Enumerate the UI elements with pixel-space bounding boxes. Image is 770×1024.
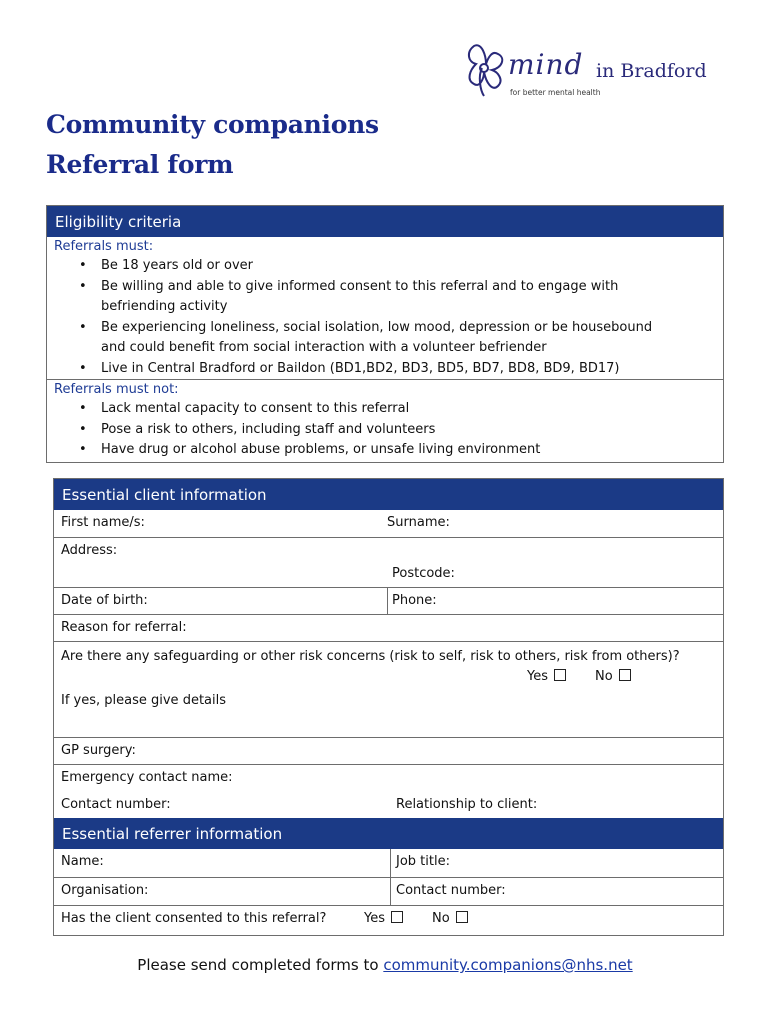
risk-no-label: No	[595, 669, 613, 684]
referrer-name-field[interactable]: Name:	[61, 854, 104, 869]
referrer-info-header: Essential referrer information	[54, 818, 723, 849]
postcode-field[interactable]: Postcode:	[392, 566, 455, 581]
name-row	[54, 510, 723, 537]
consent-no-checkbox[interactable]	[456, 911, 468, 923]
list-item: • Have drug or alcohol abuse problems, or unsafe living environment	[101, 440, 723, 461]
referrals-must-not-list	[47, 399, 723, 461]
dob-phone-row	[54, 587, 723, 614]
risk-yes-checkbox[interactable]	[554, 669, 566, 681]
email-link[interactable]: community.companions@nhs.net	[383, 956, 633, 974]
consent-yes-label: Yes	[364, 911, 385, 926]
consent-no-option[interactable]	[432, 911, 468, 926]
divider	[390, 849, 391, 877]
list-item: • Live in Central Bradford or Baildon (BD1,BD2, BD3, BD5, BD7, BD8, BD9, BD17)	[101, 359, 723, 380]
referrals-must-label: Referrals must:	[54, 239, 154, 254]
reason-row	[54, 614, 723, 641]
organisation-row	[54, 877, 723, 905]
consent-question: Has the client consented to this referral?	[61, 911, 327, 926]
logo-place-text: in Bradford	[596, 60, 707, 82]
list-item: • Be experiencing loneliness, social isolation, low mood, depression or be housebound and could benefit from social interaction with a volunteer befriender	[101, 318, 723, 359]
risk-yes-option[interactable]	[527, 667, 566, 687]
emergency-contact-row	[54, 764, 723, 818]
consent-yes-option[interactable]	[364, 911, 403, 926]
surname-field[interactable]: Surname:	[387, 515, 450, 530]
list-item: • Lack mental capacity to consent to this referral	[101, 399, 723, 420]
gp-row	[54, 737, 723, 764]
referrals-must-list	[47, 256, 723, 379]
list-item: • Be willing and able to give informed consent to this referral and to engage with befriending activity	[101, 277, 723, 318]
risk-row	[54, 641, 723, 737]
consent-no-label: No	[432, 911, 450, 926]
footer-text: Please send completed forms to	[137, 956, 384, 974]
address-field[interactable]: Address:	[61, 543, 118, 558]
referrer-contact-number-field[interactable]: Contact number:	[396, 883, 506, 898]
consent-yes-checkbox[interactable]	[391, 911, 403, 923]
footer-instructions	[0, 956, 770, 974]
logo-mind-text: mind	[508, 48, 584, 81]
address-row	[54, 537, 723, 587]
page-subtitle: Referral form	[46, 150, 234, 179]
referrer-name-row	[54, 849, 723, 877]
risk-no-option[interactable]	[595, 667, 631, 687]
list-item: • Be 18 years old or over	[101, 256, 723, 277]
risk-yes-label: Yes	[527, 669, 548, 684]
risk-no-checkbox[interactable]	[619, 669, 631, 681]
referrals-must-not-label: Referrals must not:	[54, 382, 179, 397]
eligibility-section	[46, 205, 724, 463]
list-item: • Pose a risk to others, including staff and volunteers	[101, 420, 723, 441]
client-info-header: Essential client information	[54, 479, 723, 510]
logo-tagline: for better mental health	[510, 88, 601, 97]
risk-question: Are there any safeguarding or other risk concerns (risk to self, risk to others, risk from others)?	[61, 649, 680, 664]
client-referrer-section	[53, 478, 724, 936]
phone-field[interactable]: Phone:	[392, 593, 437, 608]
divider	[390, 878, 391, 905]
risk-details-field[interactable]: If yes, please give details	[61, 693, 227, 708]
gp-surgery-field[interactable]: GP surgery:	[61, 743, 136, 758]
relationship-field[interactable]: Relationship to client:	[396, 797, 538, 812]
organisation-field[interactable]: Organisation:	[61, 883, 149, 898]
emergency-contact-field[interactable]: Emergency contact name:	[61, 770, 233, 785]
first-name-field[interactable]: First name/s:	[61, 515, 145, 530]
consent-row	[54, 905, 723, 933]
date-of-birth-field[interactable]: Date of birth:	[61, 593, 148, 608]
divider	[387, 588, 388, 614]
job-title-field[interactable]: Job title:	[396, 854, 450, 869]
reason-for-referral-field[interactable]: Reason for referral:	[61, 620, 187, 635]
mind-logo	[462, 42, 722, 100]
mind-flower-logo-icon	[462, 42, 508, 98]
page-title: Community companions	[46, 110, 379, 139]
eligibility-header: Eligibility criteria	[47, 206, 723, 237]
emergency-contact-number-field[interactable]: Contact number:	[61, 797, 171, 812]
